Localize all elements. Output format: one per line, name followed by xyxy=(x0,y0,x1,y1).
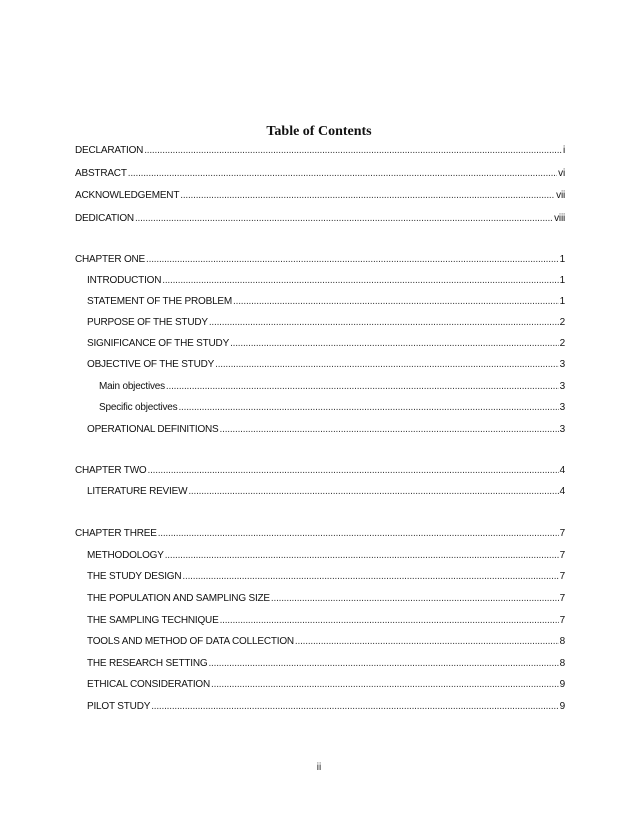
toc-entry-page: 7 xyxy=(559,550,565,561)
toc-entry-label: Specific objectives xyxy=(99,402,178,413)
toc-entry-statement-of-problem[interactable] xyxy=(75,295,565,309)
toc-entry-page: 3 xyxy=(559,381,565,392)
toc-entry-chapter-two[interactable] xyxy=(75,464,565,478)
toc-entry-main-objectives[interactable] xyxy=(75,380,565,394)
toc-entry-page: 7 xyxy=(559,615,565,626)
toc-entry-label: THE RESEARCH SETTING xyxy=(87,658,208,669)
toc-entry-label: DECLARATION xyxy=(75,145,144,156)
toc-entry-label: THE STUDY DESIGN xyxy=(87,571,182,582)
toc-leader-dots xyxy=(271,592,559,606)
toc-leader-dots xyxy=(209,316,559,330)
toc-entry-page: 3 xyxy=(559,424,565,435)
toc-entry-purpose-of-study[interactable] xyxy=(75,316,565,330)
page-number-footer: ii xyxy=(316,762,322,773)
toc-entry-pilot-study[interactable] xyxy=(75,700,565,714)
toc-entry-label: TOOLS AND METHOD OF DATA COLLECTION xyxy=(87,636,294,647)
toc-leader-dots xyxy=(128,167,557,181)
toc-leader-dots xyxy=(220,423,559,437)
toc-entry-label: CHAPTER ONE xyxy=(75,254,146,265)
toc-entry-page: 7 xyxy=(559,593,565,604)
toc-entry-label: CHAPTER TWO xyxy=(75,465,147,476)
toc-leader-dots xyxy=(230,337,559,351)
toc-entry-methodology[interactable] xyxy=(75,549,565,563)
toc-entry-page: 2 xyxy=(559,317,565,328)
toc-entry-page: 8 xyxy=(559,636,565,647)
toc-entry-page: 8 xyxy=(559,658,565,669)
toc-entry-page: 9 xyxy=(559,679,565,690)
toc-entry-objective-of-study[interactable] xyxy=(75,358,565,372)
toc-entry-significance-of-study[interactable] xyxy=(75,337,565,351)
toc-entry-chapter-three[interactable] xyxy=(75,527,565,541)
toc-entry-page: vi xyxy=(558,168,565,179)
toc-leader-dots xyxy=(165,549,559,563)
toc-entry-abstract[interactable] xyxy=(75,167,565,181)
toc-leader-dots xyxy=(166,380,559,394)
toc-entry-ethical-consideration[interactable] xyxy=(75,678,565,692)
toc-entry-literature-review[interactable] xyxy=(75,485,565,499)
toc-entry-page: 1 xyxy=(559,275,565,286)
toc-entry-page: 2 xyxy=(559,338,565,349)
toc-leader-dots xyxy=(144,144,562,158)
toc-entry-label: ACKNOWLEDGEMENT xyxy=(75,190,180,201)
toc-leader-dots xyxy=(180,189,555,203)
toc-leader-dots xyxy=(148,464,559,478)
toc-entry-page: 7 xyxy=(559,571,565,582)
toc-entry-label: THE SAMPLING TECHNIQUE xyxy=(87,615,219,626)
toc-entry-operational-definitions[interactable] xyxy=(75,423,565,437)
toc-entry-population-sampling-size[interactable] xyxy=(75,592,565,606)
toc-entry-label: LITERATURE REVIEW xyxy=(87,486,188,497)
toc-leader-dots xyxy=(158,527,559,541)
toc-entry-page: 9 xyxy=(559,701,565,712)
page-title: Table of Contents xyxy=(266,124,372,139)
toc-entry-study-design[interactable] xyxy=(75,570,565,584)
toc-leader-dots xyxy=(182,570,558,584)
toc-entry-acknowledgement[interactable] xyxy=(75,189,565,203)
toc-leader-dots xyxy=(220,614,559,628)
toc-entry-page: 3 xyxy=(559,359,565,370)
toc-entry-page: 4 xyxy=(559,465,565,476)
toc-entry-page: 7 xyxy=(559,528,565,539)
toc-entry-label: OBJECTIVE OF THE STUDY xyxy=(87,359,215,370)
toc-leader-dots xyxy=(233,295,559,309)
toc-entry-page: 3 xyxy=(559,402,565,413)
toc-leader-dots xyxy=(151,700,558,714)
toc-entry-page: vii xyxy=(556,190,565,201)
toc-leader-dots xyxy=(178,401,558,415)
toc-entry-page: viii xyxy=(554,213,565,224)
toc-entry-page: 1 xyxy=(559,296,565,307)
toc-entry-label: PURPOSE OF THE STUDY xyxy=(87,317,208,328)
toc-entry-declaration[interactable] xyxy=(75,144,565,158)
toc-entry-label: SIGNIFICANCE OF THE STUDY xyxy=(87,338,230,349)
toc-entry-label: METHODOLOGY xyxy=(87,550,164,561)
toc-leader-dots xyxy=(208,657,558,671)
toc-leader-dots xyxy=(188,485,558,499)
toc-entry-label: THE POPULATION AND SAMPLING SIZE xyxy=(87,593,270,604)
toc-entry-label: INTRODUCTION xyxy=(87,275,162,286)
toc-entry-label: CHAPTER THREE xyxy=(75,528,157,539)
toc-entry-label: Main objectives xyxy=(99,381,165,392)
toc-entry-tools-data-collection[interactable] xyxy=(75,635,565,649)
toc-entry-page: i xyxy=(562,145,565,156)
toc-leader-dots xyxy=(295,635,559,649)
toc-entry-label: STATEMENT OF THE PROBLEM xyxy=(87,296,233,307)
toc-leader-dots xyxy=(215,358,559,372)
toc-entry-chapter-one[interactable] xyxy=(75,253,565,267)
toc-entry-label: DEDICATION xyxy=(75,213,134,224)
toc-entry-label: ETHICAL CONSIDERATION xyxy=(87,679,211,690)
toc-entry-label: OPERATIONAL DEFINITIONS xyxy=(87,424,219,435)
toc-entry-sampling-technique[interactable] xyxy=(75,614,565,628)
toc-leader-dots xyxy=(146,253,559,267)
toc-leader-dots xyxy=(211,678,559,692)
toc-entry-introduction[interactable] xyxy=(75,274,565,288)
toc-leader-dots xyxy=(135,212,553,226)
toc-entry-page: 1 xyxy=(559,254,565,265)
toc-leader-dots xyxy=(162,274,558,288)
toc-entry-label: PILOT STUDY xyxy=(87,701,151,712)
toc-entry-research-setting[interactable] xyxy=(75,657,565,671)
toc-entry-specific-objectives[interactable] xyxy=(75,401,565,415)
toc-entry-dedication[interactable] xyxy=(75,212,565,226)
toc-entry-page: 4 xyxy=(559,486,565,497)
toc-entry-label: ABSTRACT xyxy=(75,168,127,179)
